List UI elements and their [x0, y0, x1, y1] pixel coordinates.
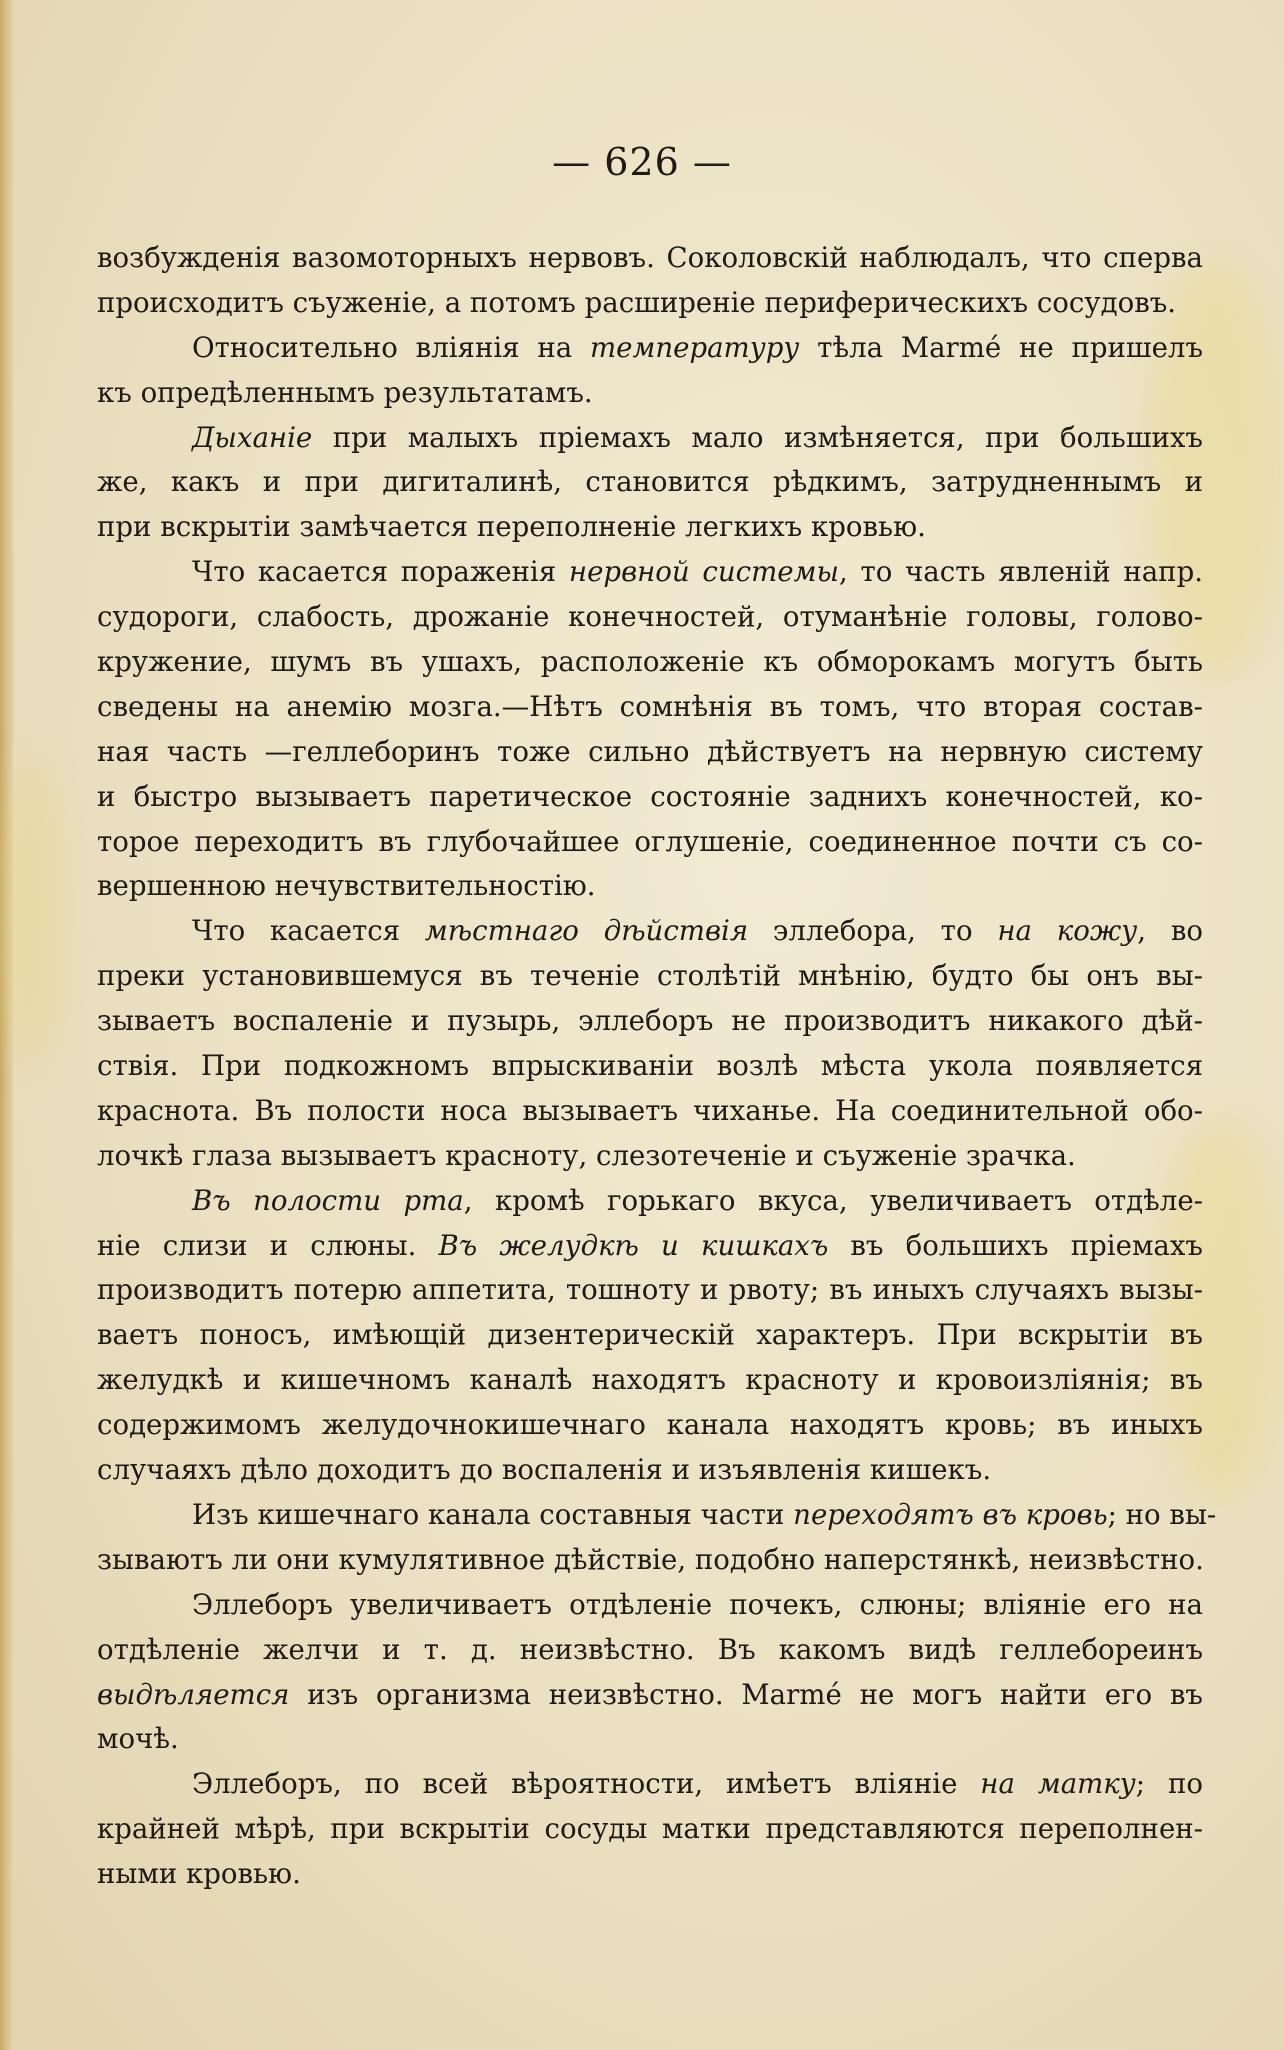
- text-line: [97, 1852, 1203, 1897]
- italic-term: выдѣляется: [97, 1677, 290, 1711]
- text-segment: зываетъ воспаленіе и пузырь, эллеборъ не производитъ никакого дѣй-: [97, 1004, 1203, 1038]
- paragraph: [97, 550, 1203, 909]
- text-line: [97, 1358, 1203, 1403]
- text-line: [97, 1807, 1203, 1852]
- text-segment: къ опредѣленнымъ результатамъ.: [97, 375, 593, 409]
- text-line: [97, 1268, 1203, 1313]
- text-segment: зываютъ ли они кумулятивное дѣйствіе, подобно наперстянкѣ, неизвѣстно.: [97, 1542, 1204, 1576]
- italic-term: температуру: [589, 330, 800, 364]
- text-line: [97, 1717, 1203, 1762]
- text-line: [97, 281, 1203, 326]
- text-line: [97, 954, 1203, 999]
- text-segment: , кромѣ горькаго вкуса, увеличиваетъ отдѣле-: [463, 1183, 1203, 1217]
- text-line: [97, 1583, 1203, 1628]
- text-segment: же, какъ и при дигиталинѣ, становится рѣдкимъ, затрудненнымъ и: [97, 465, 1203, 499]
- text-segment: тѣла Marmé не пришелъ: [799, 330, 1203, 364]
- text-segment: кружение, шумъ въ ушахъ, расположеніе къ обморокамъ могутъ быть: [97, 645, 1203, 679]
- text-segment: Изъ кишечнаго канала составныя части: [192, 1497, 794, 1531]
- text-line: [97, 685, 1203, 730]
- italic-term: Въ полости рта: [192, 1183, 464, 1217]
- text-line: [97, 1628, 1203, 1673]
- text-segment: ; по: [1135, 1767, 1203, 1801]
- text-line: [97, 1089, 1203, 1134]
- text-segment: сведены на анемію мозга.—Нѣтъ сомнѣнія въ томъ, что вторая состав-: [97, 689, 1203, 723]
- text-line: [97, 820, 1203, 865]
- text-line: [97, 1538, 1203, 1583]
- text-line: [97, 460, 1203, 505]
- text-line: [97, 236, 1203, 281]
- text-segment: ная часть —геллеборинъ тоже сильно дѣйствуетъ на нервную систему: [97, 734, 1203, 768]
- text-line: [97, 1224, 1203, 1269]
- text-line: [97, 775, 1203, 820]
- text-line: [97, 909, 1203, 954]
- text-line: [97, 550, 1203, 595]
- paragraph: [97, 416, 1203, 551]
- text-line: [97, 371, 1203, 416]
- text-line: [97, 1673, 1203, 1718]
- text-segment: при малыхъ пріемахъ мало измѣняется, при большихъ: [312, 420, 1203, 454]
- text-segment: лочкѣ глаза вызываетъ краснoту, слезотеченіе и съуженіе зрачка.: [97, 1138, 1076, 1172]
- text-segment: судороги, слабость, дрожаніе конечностей, отуманѣніе головы, голово-: [97, 600, 1203, 634]
- text-segment: крайней мѣрѣ, при вскрытіи сосуды матки представляются переполнен-: [97, 1812, 1203, 1846]
- text-segment: ваетъ поносъ, имѣющій дизентерическій характеръ. При вскрытіи въ: [97, 1318, 1203, 1352]
- text-segment: ными кровью.: [97, 1857, 301, 1891]
- text-line: [97, 1179, 1203, 1224]
- text-segment: въ большихъ пріемахъ: [828, 1228, 1203, 1262]
- text-segment: ніе слизи и слюны.: [97, 1228, 439, 1262]
- text-line: [97, 1044, 1203, 1089]
- text-segment: эллебора, то: [748, 914, 998, 948]
- paragraph: [97, 1762, 1203, 1897]
- text-line: [97, 1762, 1203, 1807]
- text-line: [97, 1493, 1217, 1538]
- text-segment: преки установившемуся въ теченіе столѣтій мнѣнію, будто бы онъ вы-: [97, 959, 1203, 993]
- paragraph: [97, 326, 1203, 416]
- text-segment: отдѣленіе желчи и т. д. неизвѣстно. Въ какомъ видѣ геллебореинъ: [97, 1632, 1203, 1666]
- page-number: — 626 —: [552, 140, 732, 184]
- text-segment: возбужденія вазомоторныхъ нервовъ. Соколовскій наблюдалъ, что сперва: [97, 241, 1203, 274]
- text-segment: Эллеборъ увеличиваетъ отдѣленіе почекъ, слюны; вліяніе его на: [192, 1587, 1203, 1621]
- text-segment: ; но вы-: [1107, 1497, 1217, 1531]
- text-segment: Относительно вліянія на: [192, 330, 590, 364]
- text-line: [97, 864, 1203, 909]
- text-segment: ствія. При подкожномъ впрыскиваніи возлѣ мѣста укола появляется: [97, 1049, 1203, 1083]
- text-line: [97, 595, 1203, 640]
- paragraph: [97, 909, 1203, 1178]
- paragraph: [97, 1493, 1217, 1583]
- italic-term: нервной системы: [568, 555, 839, 589]
- text-segment: желудкѣ и кишечномъ каналѣ находятъ красноту и кровоизліянія; въ: [97, 1363, 1203, 1397]
- text-segment: и быстро вызываетъ паретическое состояніе заднихъ конечностей, ко-: [97, 779, 1203, 813]
- text-segment: содержимомъ желудочнокишечнаго канала находятъ кровь; въ иныхъ: [97, 1408, 1203, 1442]
- text-line: [97, 730, 1203, 775]
- text-segment: происходитъ съуженіе, а потомъ расширеніе периферическихъ сосудовъ.: [97, 285, 1177, 319]
- paragraph: [97, 1583, 1203, 1763]
- italic-term: Дыханіе: [192, 420, 313, 454]
- italic-term: мѣстнаго дѣйствія: [424, 914, 749, 948]
- text-segment: краснота. Въ полости носа вызываетъ чиханье. На соединительной обо-: [97, 1093, 1203, 1127]
- text-segment: , во: [1137, 914, 1203, 948]
- text-segment: , то часть явленій напр.: [838, 555, 1204, 589]
- text-line: [97, 1403, 1203, 1448]
- text-segment: случаяхъ дѣло доходитъ до воспаленія и изъявленія кишекъ.: [97, 1453, 992, 1487]
- text-line: [97, 1448, 1203, 1493]
- text-segment: вершенною нечувствительностію.: [97, 869, 596, 903]
- text-segment: изъ организма неизвѣстно. Marmé не могъ найти его въ: [289, 1677, 1203, 1711]
- text-segment: при вскрытіи замѣчается переполненіе легкихъ кровью.: [97, 510, 926, 544]
- text-segment: производитъ потерю аппетита, тошноту и рвоту; въ иныхъ случаяхъ вызы-: [97, 1273, 1203, 1307]
- text-line: [97, 640, 1203, 685]
- text-segment: Эллеборъ, по всей вѣроятности, имѣетъ вліяніе: [192, 1767, 981, 1801]
- text-segment: Что касается пораженія: [192, 555, 569, 589]
- text-line: [97, 505, 1203, 550]
- italic-term: Въ желудкѣ и кишкахъ: [438, 1228, 829, 1262]
- text-line: [97, 1313, 1203, 1358]
- text-line: [97, 999, 1203, 1044]
- paragraph: [97, 236, 1203, 326]
- text-segment: мочѣ.: [97, 1722, 179, 1756]
- italic-term: переходятъ въ кровь: [793, 1497, 1108, 1531]
- text-line: [97, 416, 1203, 461]
- text-line: [97, 1134, 1203, 1179]
- text-segment: торое переходитъ въ глубочайшее оглушеніе, соединенное почти съ со-: [97, 824, 1203, 858]
- paper-stain: [0, 760, 60, 1060]
- text-line: [97, 326, 1203, 371]
- italic-term: на матку: [980, 1767, 1136, 1801]
- text-segment: Что касается: [192, 914, 425, 948]
- italic-term: на кожу: [997, 914, 1138, 948]
- page-body: [97, 236, 1217, 1897]
- paragraph: [97, 1179, 1203, 1493]
